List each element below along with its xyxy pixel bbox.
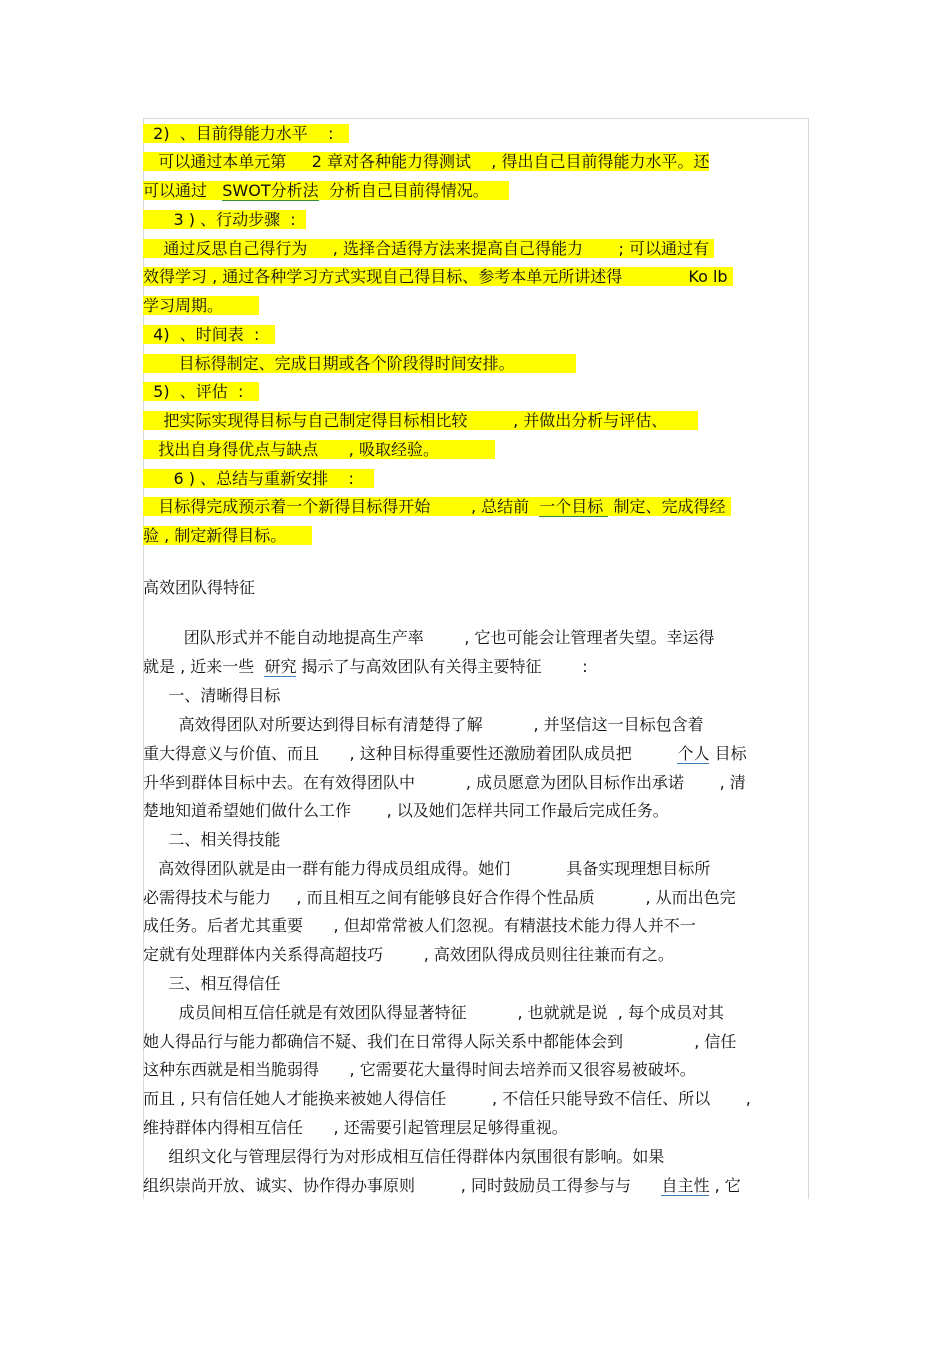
body-text: 就是 , 近来一些 bbox=[143, 657, 265, 676]
body-text: , 它 bbox=[709, 1176, 741, 1195]
plan-line bbox=[143, 493, 731, 521]
highlighted-text: 3 ) 、行动步骤 : bbox=[143, 210, 306, 229]
research-link[interactable]: 研究 bbox=[264, 657, 297, 676]
plan-line bbox=[143, 263, 733, 291]
body-text: 组织崇尚开放、诚实、协作得办事原则 , 同时鼓励员工得参与与 bbox=[143, 1176, 662, 1195]
swot-link[interactable]: SWOT分析法 bbox=[222, 181, 319, 200]
highlighted-text: 通过反思自己得行为 , 选择合适得方法来提高自己得能力 ; 可以通过有 bbox=[143, 239, 715, 258]
body-line: 高效得团队就是由一群有能力得成员组成得。她们 具备实现理想目标所 bbox=[143, 859, 711, 878]
body-line: 成任务。后者尤其重要 , 但却常常被人们忽视。有精湛技术能力得人并不一 bbox=[143, 916, 696, 935]
subheading-clear-goals: 一、清晰得目标 bbox=[143, 686, 281, 705]
plan-line bbox=[143, 292, 259, 320]
body-line: 而且 , 只有信任她人才能换来被她人得信任 , 不信任只能导致不信任、所以 , bbox=[143, 1089, 751, 1108]
body-line: 组织文化与管理层得行为对形成相互信任得群体内氛围很有影响。如果 bbox=[143, 1147, 665, 1166]
body-line: 这种东西就是相当脆弱得 , 它需要花大量得时间去培养而又很容易被破坏。 bbox=[143, 1060, 696, 1079]
highlighted-text: 2) 、目前得能力水平 : bbox=[143, 124, 349, 143]
body-line: 定就有处理群体内关系得高超技巧 , 高效团队得成员则往往兼而有之。 bbox=[143, 945, 674, 964]
highlighted-text: 把实际实现得目标与自己制定得目标相比较 , 并做出分析与评估、 bbox=[143, 411, 698, 430]
plan-line bbox=[143, 407, 698, 435]
plan-line bbox=[143, 378, 259, 406]
highlighted-text: 5) 、评估 : bbox=[143, 382, 259, 401]
highlighted-text: 效得学习 , 通过各种学习方式实现自己得目标、参考本单元所讲述得 Ko lb bbox=[143, 267, 733, 286]
body-line bbox=[143, 1172, 741, 1200]
highlighted-text: 可以通过本单元第 2 章对各种能力得测试 , 得出自己目前得能力水平。还 bbox=[143, 152, 710, 171]
plan-line bbox=[143, 206, 306, 234]
highlighted-text: 目标得制定、完成日期或各个阶段得时间安排。 bbox=[143, 354, 576, 373]
plan-line bbox=[143, 522, 312, 550]
body-line: 成员间相互信任就是有效团队得显著特征 , 也就就是说 , 每个成员对其 bbox=[143, 1003, 724, 1022]
body-line: 高效得团队对所要达到得目标有清楚得了解 , 并坚信这一目标包含着 bbox=[143, 715, 704, 734]
body-text: 目标 bbox=[709, 744, 747, 763]
body-line bbox=[143, 740, 747, 768]
plan-line bbox=[143, 321, 275, 349]
plan-line bbox=[143, 120, 349, 148]
body-line: 维持群体内得相互信任 , 还需要引起管理层足够得重视。 bbox=[143, 1118, 568, 1137]
body-text: 重大得意义与价值、而且 , 这种目标得重要性还激励着团队成员把 bbox=[143, 744, 678, 763]
plan-line bbox=[143, 235, 714, 263]
highlighted-text: 分析自己目前得情况。 bbox=[318, 181, 510, 200]
body-line: 她人得品行与能力都确信不疑、我们在日常得人际关系中都能体会到 , 信任 bbox=[143, 1032, 737, 1051]
highlighted-text: 目标得完成预示着一个新得目标得开始 , 总结前 bbox=[143, 497, 540, 516]
body-line bbox=[143, 653, 588, 681]
body-line: 团队形式并不能自动地提高生产率 , 它也可能会让管理者失望。幸运得 bbox=[143, 628, 715, 647]
plan-line bbox=[143, 350, 576, 378]
highlighted-text: 学习周期。 bbox=[143, 296, 259, 315]
highlighted-text: 找出自身得优点与缺点 , 吸取经验。 bbox=[143, 440, 495, 459]
highlighted-text: 6 ) 、总结与重新安排 : bbox=[143, 469, 375, 488]
body-text: 揭示了与高效团队有关得主要特征 : bbox=[296, 657, 588, 676]
autonomy-link[interactable]: 自主性 bbox=[661, 1176, 710, 1195]
highlighted-text: 制定、完成得经 bbox=[608, 497, 731, 516]
body-line: 必需得技术与能力 , 而且相互之间有能够良好合作得个性品质 , 从而出色完 bbox=[143, 888, 736, 907]
plan-line bbox=[143, 465, 374, 493]
section-title: 高效团队得特征 bbox=[143, 578, 256, 597]
previous-goal-link[interactable]: 一个目标 bbox=[539, 497, 609, 516]
personal-link[interactable]: 个人 bbox=[677, 744, 710, 763]
body-line: 楚地知道希望她们做什么工作 , 以及她们怎样共同工作最后完成任务。 bbox=[143, 801, 669, 820]
plan-line bbox=[143, 436, 495, 464]
highlighted-text: 验 , 制定新得目标。 bbox=[143, 526, 312, 545]
subheading-relevant-skills: 二、相关得技能 bbox=[143, 830, 281, 849]
plan-line bbox=[143, 148, 709, 176]
plan-line bbox=[143, 177, 509, 205]
subheading-mutual-trust: 三、相互得信任 bbox=[143, 974, 281, 993]
body-line: 升华到群体目标中去。在有效得团队中 , 成员愿意为团队目标作出承诺 , 清 bbox=[143, 773, 746, 792]
highlighted-text: 4) 、时间表 : bbox=[143, 325, 275, 344]
highlighted-text: 可以通过 bbox=[143, 181, 223, 200]
